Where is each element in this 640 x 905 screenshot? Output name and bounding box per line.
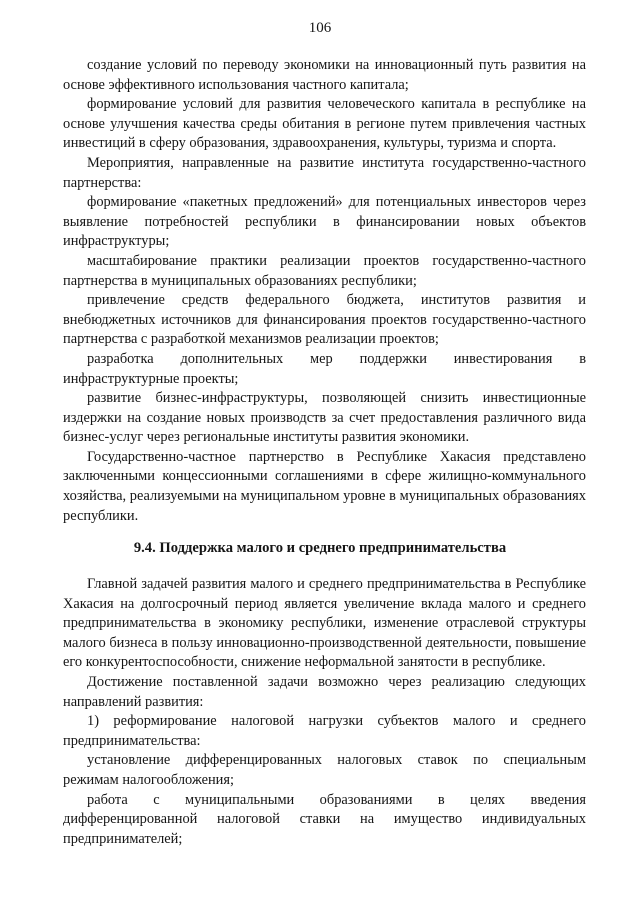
paragraph: Главной задачей развития малого и среднего предпринимательства в Республике Хакасия на долгосрочный период является увеличение вклада малого и среднего предпринимательства в экономику республики, изменение отраслевой структуры малого бизнеса в пользу инновационно-производственной деятельности, повышение его конкурентоспособности, снижение неформальной занятости в республике. (63, 576, 586, 671)
paragraph: Государственно-частное партнерство в Республике Хакасия представлено заключенными концессионными соглашениями в сфере жилищно-коммунального хозяйства, реализуемыми на муниципальном уровне в муниципальных образованиях республики. (63, 448, 586, 524)
paragraph: Достижение поставленной задачи возможно через реализацию следующих направлений развития: (63, 673, 586, 710)
paragraph: работа с муниципальными образованиями в целях введения дифференцированной налоговой ставки на имущество индивидуальных предпринимателей; (63, 791, 586, 847)
paragraph: 1) реформирование налоговой нагрузки субъектов малого и среднего предпринимательства: (63, 713, 586, 749)
text-block-small-business (63, 575, 586, 849)
paragraph: Мероприятия, направленные на развитие института государственно-частного партнерства: (63, 154, 586, 191)
paragraph: масштабирование практики реализации проектов государственно-частного партнерства в муниципальных образованиях республики; (63, 252, 586, 289)
text-block-partnership (63, 56, 586, 526)
paragraph: установление дифференцированных налоговых ставок по специальным режимам налогообложения; (63, 752, 586, 788)
paragraph: привлечение средств федерального бюджета, институтов развития и внебюджетных источников для финансирования проектов государственно-частного партнерства с разработкой механизмов реализации проектов; (63, 292, 586, 348)
paragraph: создание условий по переводу экономики на инновационный путь развития на основе эффективного использования частного капитала; (63, 57, 586, 93)
page-number: 106 (308, 20, 332, 36)
section-heading: 9.4. Поддержка малого и среднего предпринимательства (133, 540, 507, 556)
paragraph: формирование «пакетных предложений» для потенциальных инвесторов через выявление потребностей республики в финансировании новых объектов инфраструктуры; (63, 194, 586, 250)
paragraph: развитие бизнес-инфраструктуры, позволяющей снизить инвестиционные издержки на создание новых производств за счет предоставления различного вида бизнес-услуг через региональные институты развития экономики. (63, 390, 586, 446)
paragraph: разработка дополнительных мер поддержки инвестирования в инфраструктурные проекты; (63, 350, 586, 387)
paragraph: формирование условий для развития человеческого капитала в республике на основе улучшения качества среды обитания в регионе путем привлечения частных инвестиций в сферу образования, здравоохранения, культуры, туризма и спорта. (63, 96, 586, 152)
